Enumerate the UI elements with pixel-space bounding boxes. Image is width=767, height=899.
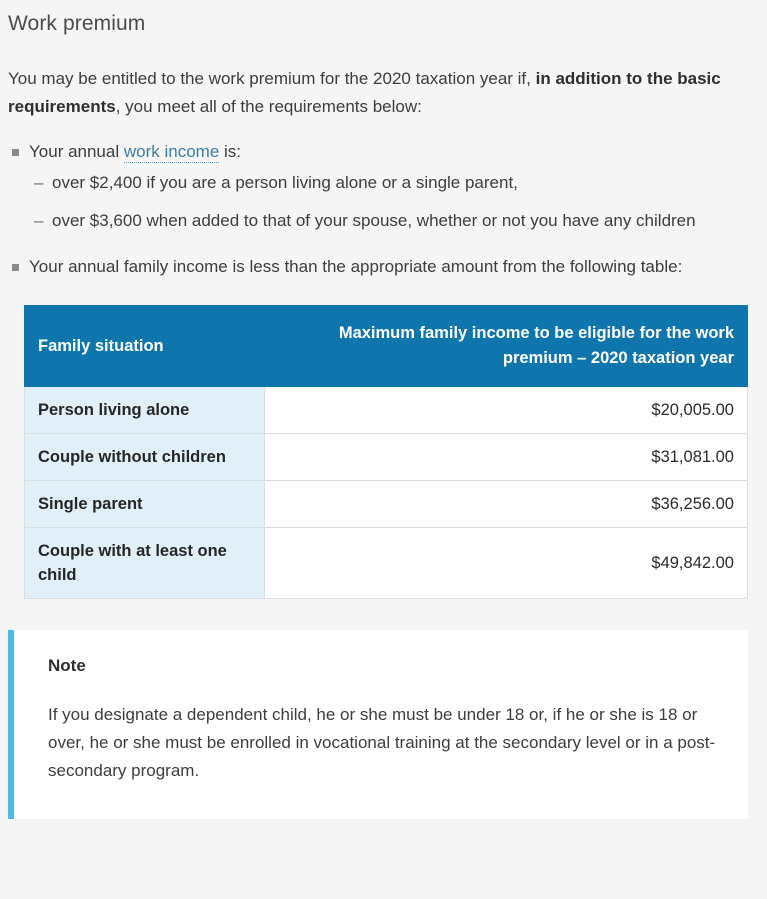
row-value-couple-without-children: $31,081.00	[265, 434, 748, 481]
table-row	[25, 528, 748, 599]
intro-bold-phrase: in addition to the basic requirements	[8, 69, 721, 116]
table-row	[25, 387, 748, 434]
page-title: Work premium	[8, 12, 146, 35]
max-family-income-table	[24, 305, 748, 599]
column-header-maximum-income: Maximum family income to be eligible for the work premium – 2020 taxation year	[265, 306, 748, 387]
row-label-couple-with-child: Couple with at least one child	[25, 528, 265, 599]
income-table-container	[0, 281, 767, 599]
row-label-person-living-alone: Person living alone	[25, 387, 265, 434]
work-income-link[interactable]: work income	[123, 142, 220, 161]
sub-list-item-text: over $2,400 if you are a person living alone or a single parent,	[52, 173, 518, 192]
table-body	[25, 387, 748, 599]
work-income-sub-list	[29, 166, 737, 234]
square-bullet-icon	[12, 149, 19, 156]
note-body: If you designate a dependent child, he or she must be under 18 or, if he or she is 18 or over, he or she must be enrolled in vocational training at the secondary level or in a post-secondary program.	[48, 705, 716, 780]
requirement-text-after-link: is:	[219, 142, 242, 161]
note-title: Note	[48, 656, 86, 675]
requirements-list	[0, 121, 767, 281]
sub-list-item	[29, 170, 737, 196]
row-label-single-parent: Single parent	[25, 481, 265, 528]
sub-list-item-text: over $3,600 when added to that of your spouse, whether or not you have any children	[52, 211, 696, 230]
dash-bullet-icon: –	[34, 211, 44, 230]
requirement-text: Your annual family income is less than the appropriate amount from the following table:	[29, 257, 683, 276]
requirement-item-family-income	[0, 253, 757, 281]
intro-text-after-bold: , you meet all of the requirements below:	[115, 97, 422, 116]
sub-list-item	[29, 208, 737, 234]
row-label-couple-without-children: Couple without children	[25, 434, 265, 481]
table-header-row	[25, 306, 748, 387]
requirement-text-before-link: Your annual	[29, 142, 124, 161]
note-callout	[8, 630, 748, 819]
dash-bullet-icon: –	[34, 173, 44, 192]
row-value-person-living-alone: $20,005.00	[265, 387, 748, 434]
row-value-single-parent: $36,256.00	[265, 481, 748, 528]
row-value-couple-with-child: $49,842.00	[265, 528, 748, 599]
column-header-family-situation: Family situation	[25, 306, 265, 387]
table-row	[25, 481, 748, 528]
requirement-item-work-income	[0, 138, 757, 234]
intro-paragraph	[0, 38, 767, 121]
table-header	[25, 306, 748, 387]
table-row	[25, 434, 748, 481]
square-bullet-icon	[12, 264, 19, 271]
intro-text-before-bold: You may be entitled to the work premium for the 2020 taxation year if,	[8, 69, 536, 88]
